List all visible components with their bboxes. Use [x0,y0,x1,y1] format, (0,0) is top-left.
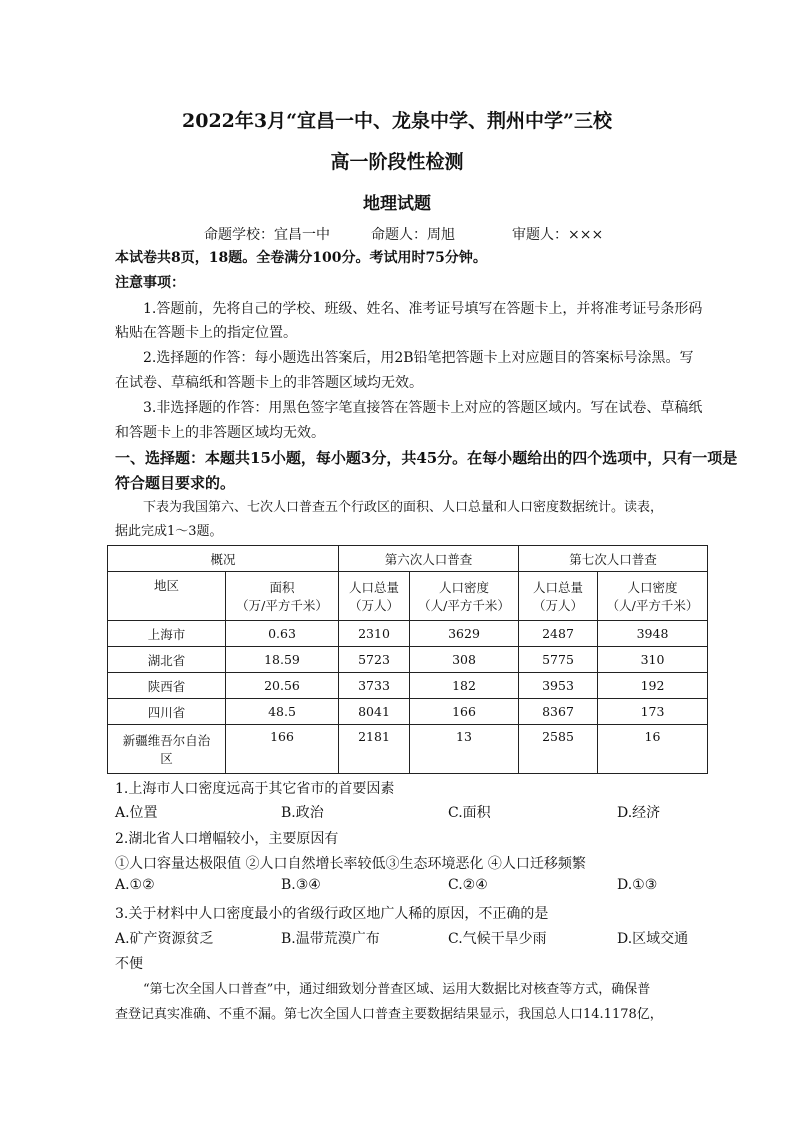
q1-option-b: B.政治 [281,805,324,821]
census-table [107,545,708,774]
col-pop6: 人口总量 （万人） [339,572,410,621]
col-area: 面积 （万/平方千米） [226,572,339,621]
q2-option-c: C.②④ [448,877,488,893]
note-2-cont: 在试卷、草稿纸和答题卡上的非答题区域均无效。 [115,375,423,391]
q2-option-a: A.①② [115,877,155,893]
col-pop7: 人口总量 （万人） [519,572,598,621]
q3-option-b: B.温带荒漠广布 [281,931,380,947]
question-2: 2.湖北省人口增幅较小，主要原因有 [115,831,339,847]
notes-heading: 注意事项： [115,275,185,291]
table-group-sixth: 第六次人口普查 [339,546,519,572]
setter-school: 命题学校：宜昌一中 [204,227,330,243]
material-2: “第七次全国人口普查”中，通过细致划分普查区域、运用大数据比对核查等方式，确保普 [143,982,651,997]
note-2: 2.选择题的作答：每小题选出答案后，用2B铅笔把答题卡上对应题目的答案标号涂黑。写 [143,350,694,366]
section-heading-cont: 符合题目要求的。 [115,474,236,492]
note-3-cont: 和答题卡上的非答题区域均无效。 [115,425,325,441]
q3-option-c: C.气候干旱少雨 [448,931,547,947]
table-group-seventh: 第七次人口普查 [519,546,708,572]
col-den7: 人口密度 （人/平方千米） [598,572,708,621]
material-intro-cont: 据此完成1～3题。 [115,524,223,539]
exam-title: 2022年3月“宜昌一中、龙泉中学、荆州中学”三校 [182,110,612,132]
question-1: 1.上海市人口密度远高于其它省市的首要因素 [115,781,395,797]
col-region: 地区 [108,572,226,621]
reviewer: 审题人：××× [512,227,604,243]
col-den6: 人口密度 （人/平方千米） [410,572,519,621]
subject-title: 地理试题 [363,194,431,214]
question-3: 3.关于材料中人口密度最小的省级行政区地广人稀的原因，不正确的是 [115,906,549,922]
q2-choices: ①人口容量达极限值 ②人口自然增长率较低③生态环境恶化 ④人口迁移频繁 [115,856,586,872]
exam-intro: 本试卷共8页，18题。全卷满分100分。考试用时75分钟。 [115,250,487,266]
q1-option-d: D.经济 [617,805,661,821]
q3-option-a: A.矿产资源贫乏 [115,931,214,947]
q3-option-d: D.区域交通 [617,931,689,947]
table-row: 湖北省 18.59 5723 308 5775 310 [108,647,708,673]
note-1: 1.答题前，先将自己的学校、班级、姓名、准考证号填写在答题卡上，并将准考证号条形码 [143,301,703,317]
material-intro: 下表为我国第六、七次人口普查五个行政区的面积、人口总量和人口密度数据统计。读表， [143,500,664,515]
table-row: 陕西省 20.56 3733 182 3953 192 [108,673,708,699]
q2-option-b: B.③④ [281,877,321,893]
q1-option-a: A.位置 [115,805,158,821]
table-group-overview: 概况 [108,546,339,572]
exam-subtitle: 高一阶段性检测 [330,151,464,173]
table-row: 四川省 48.5 8041 166 8367 173 [108,699,708,725]
note-1-cont: 粘贴在答题卡上的指定位置。 [115,325,297,341]
q1-option-c: C.面积 [448,805,491,821]
section-heading: 一、选择题：本题共15小题，每小题3分，共45分。在每小题给出的四个选项中，只有一项是 [115,449,738,467]
q2-option-d: D.①③ [617,877,658,893]
table-row: 上海市 0.63 2310 3629 2487 3948 [108,621,708,647]
q3-option-d-cont: 不便 [115,956,143,972]
note-3: 3.非选择题的作答：用黑色签字笔直接答在答题卡上对应的答题区域内。写在试卷、草稿纸 [143,400,703,416]
table-row: 新疆维吾尔自治 区 166 2181 13 2585 16 [108,725,708,774]
material-2-cont: 查登记真实准确、不重不漏。第七次全国人口普查主要数据结果显示，我国总人口14.1178亿， [115,1007,663,1022]
setter-person: 命题人：周旭 [371,227,455,243]
